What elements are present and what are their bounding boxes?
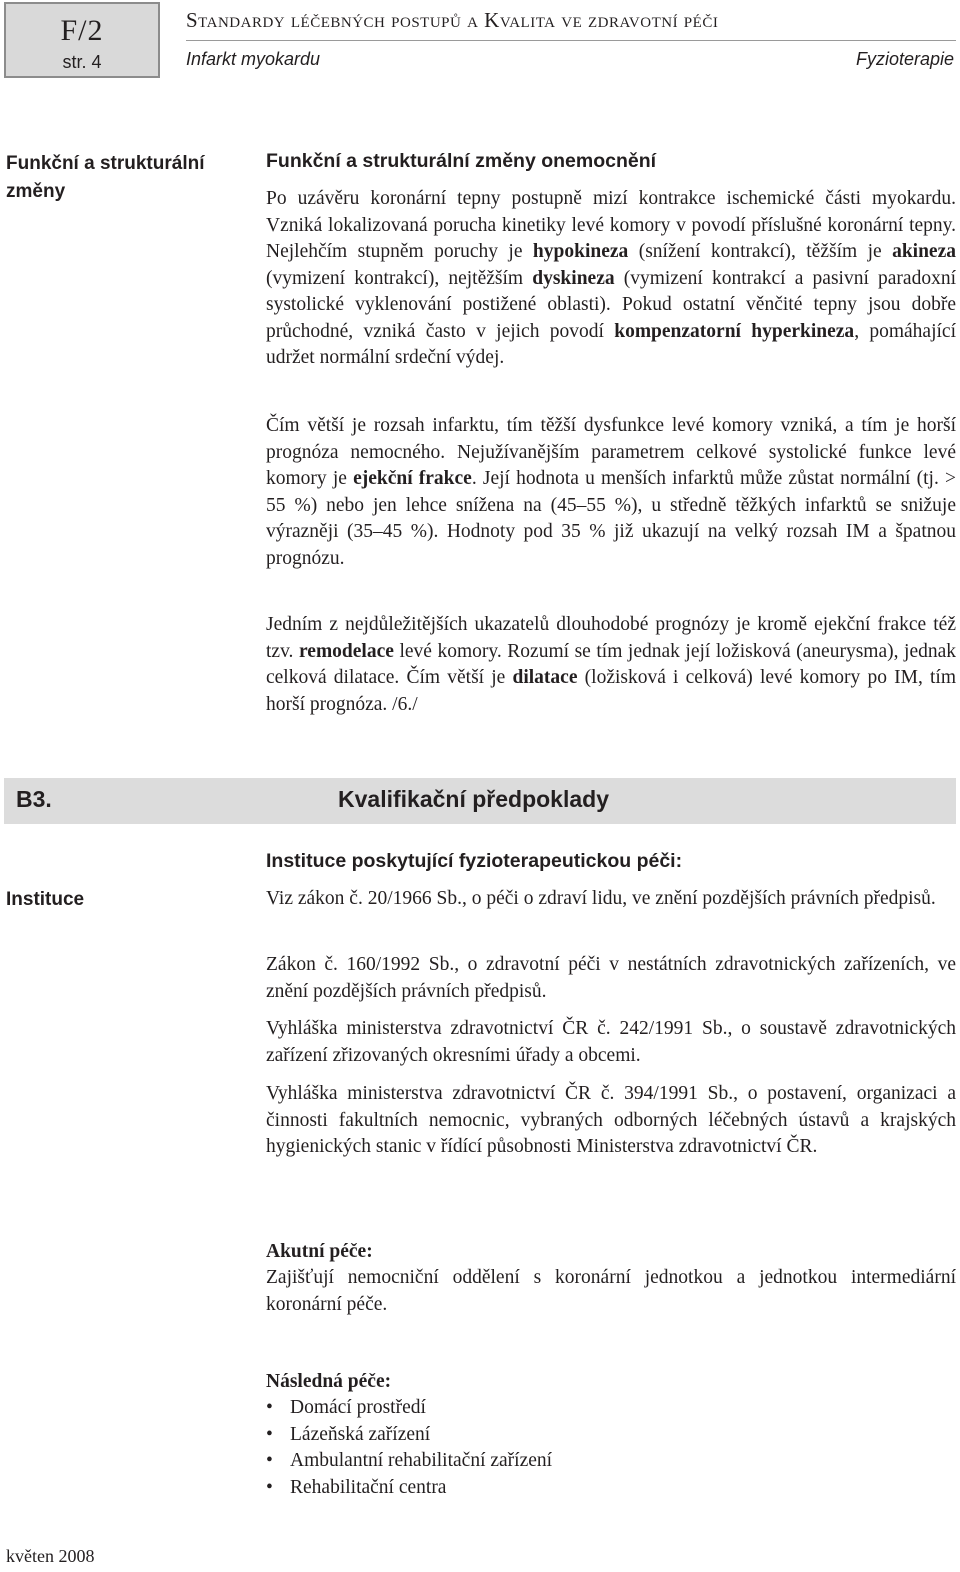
margin-label-changes: Funkční a strukturální změny bbox=[6, 153, 205, 202]
law-paragraph: Vyhláška ministerstva zdravotnictví ČR č. 394/1991 Sb., o postavení, organizaci a činnosti fakultních nemocnic, vybraných odborných léčebných ústavů a krajských hygienických stanic v řídící působnosti Ministerstva zdravotnictví ČR. bbox=[266, 1083, 956, 1157]
bullet-icon: • bbox=[266, 1397, 273, 1418]
follow-up-care-list bbox=[266, 1395, 956, 1501]
emphasis-term: kompenzatorní hyperkineza bbox=[614, 320, 855, 342]
page-code: F/2 bbox=[60, 14, 104, 47]
law-paragraph: Vyhláška ministerstva zdravotnictví ČR č. 242/1991 Sb., o soustavě zdravotnických zařízení zřizovaných okresními úřady a obcemi. bbox=[266, 1018, 956, 1066]
bullet-icon: • bbox=[266, 1450, 273, 1472]
running-subtitle-left: Infarkt myokardu bbox=[186, 49, 321, 69]
emphasis-term: ejekční frakce bbox=[353, 468, 472, 489]
law-paragraph: Viz zákon č. 20/1966 Sb., o péči o zdraví lidu, ve znění pozdějších právních předpisů. bbox=[266, 888, 936, 909]
list-item: • Lázeňská zařízení bbox=[266, 1422, 956, 1449]
section-banner bbox=[4, 778, 956, 824]
running-title: Standardy léčebných postupů a Kvalita ve zdravotní péči bbox=[186, 8, 719, 32]
list-item: • Rehabilitační centra bbox=[266, 1475, 956, 1502]
section-number: B3. bbox=[16, 786, 52, 812]
section-title: Kvalifikační předpoklady bbox=[338, 786, 609, 812]
emphasis-term: dyskineza bbox=[532, 267, 615, 289]
list-item: • Ambulantní rehabilitační zařízení bbox=[266, 1448, 956, 1475]
paragraph-ejection-fraction: Čím větší je rozsah infarktu, tím těžší dysfunkce levé komory vzniká, a tím je horší prognóza nemocného. Nejužívanějším parametrem celkové systolické funkce levé komory je ejekční frakce. Její hodnota u menších infarktů může zůstat normální (tj. > 55 %) nebo jen lehce snížena na (45–55 %), u středně těžkých infarktů se snižuje výrazněji (35–45 %). Hodnoty pod 35 % již ukazují na velký rozsah IM a špatnou prognózu. bbox=[266, 415, 956, 569]
section-heading-changes: Funkční a strukturální změny onemocnění bbox=[266, 150, 657, 172]
emphasis-term: akineza bbox=[892, 241, 956, 262]
paragraph-kinetics: Po uzávěru koronární tepny postupně mizí kontrakce ischemické části myokardu. Vzniká lokalizovaná porucha kinetiky levé komory v povodí příslušné koronární tepny. Nejlehčím stupněm poruchy je hypokineza (snížení kontrakcí), těžším je akineza (vymizení kontrakcí), nejtěžším dyskineza (vymizení kontrakcí a pasivní paradoxní systolické vyklenování postižené oblasti). Pokud ostatní věnčité tepny jsou dobře průchodné, vzniká často v jejich povodí kompenzatorní hyperkineza, pomáhající udržet normální srdeční výdej. bbox=[266, 188, 957, 368]
bullet-icon: • bbox=[266, 1476, 273, 1498]
paragraph-remodeling: Jedním z nejdůležitějších ukazatelů dlouhodobé prognózy je kromě ejekční frakce též tzv. remodelace levé komory. Rozumí se tím jednak její ložisková (aneurysma), jednak celková dilatace. Čím větší je dilatace (ložisková i celková) levé komory po IM, tím horší prognóza. /6./ bbox=[266, 614, 957, 715]
page-number: str. 4 bbox=[62, 52, 102, 72]
page-number-box bbox=[4, 2, 160, 78]
follow-up-care-heading: Následná péče: bbox=[266, 1371, 392, 1392]
running-subtitle-right: Fyzioterapie bbox=[855, 49, 954, 69]
emphasis-term: hypokineza bbox=[532, 241, 629, 262]
law-paragraph: Zákon č. 160/1992 Sb., o zdravotní péči v nestátních zdravotnických zařízeních, ve znění pozdějších právních předpisů. bbox=[266, 954, 956, 1002]
acute-care-text: Zajišťují nemocniční oddělení s koronární jednotkou a jednotkou intermediární koronární péče. bbox=[266, 1267, 956, 1315]
bullet-icon: • bbox=[266, 1423, 273, 1445]
header-rule bbox=[186, 40, 956, 41]
margin-label-institutions: Instituce bbox=[6, 889, 85, 910]
institutions-heading: Instituce poskytující fyzioterapeutickou péči: bbox=[266, 850, 683, 872]
emphasis-term: remodelace bbox=[298, 640, 394, 662]
emphasis-term: dilatace bbox=[512, 667, 578, 688]
list-item: • Domácí prostředí bbox=[266, 1395, 956, 1422]
footer-date: květen 2008 bbox=[6, 1546, 95, 1566]
acute-care-heading: Akutní péče: bbox=[266, 1241, 373, 1262]
